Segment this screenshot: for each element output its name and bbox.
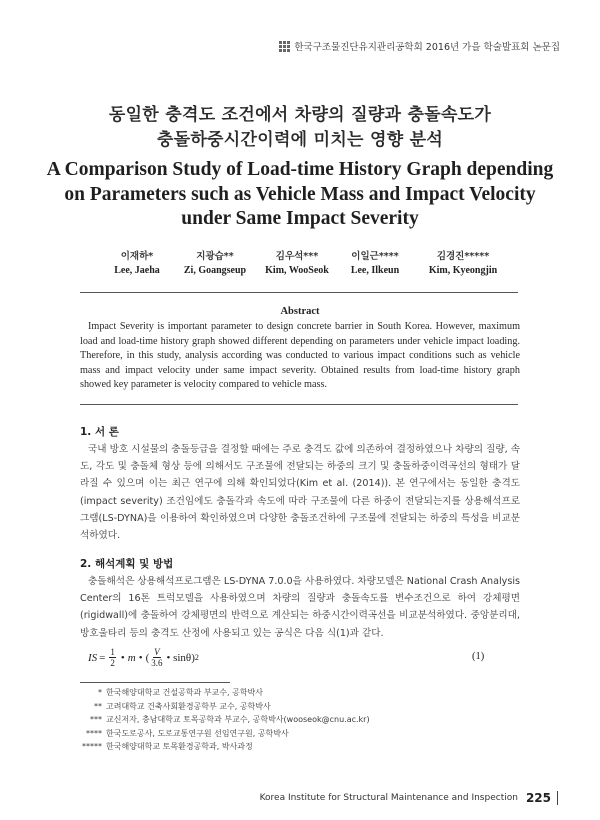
author-name-ko: 이일근**** bbox=[351, 251, 399, 262]
eq-equals: = bbox=[99, 651, 106, 664]
footnote-text: 한국도로공사, 도로교통연구원 선임연구원, 공학박사 bbox=[106, 728, 289, 738]
author-name-ko: 김경진***** bbox=[436, 251, 490, 262]
author-name-en: Kim, Kyeongjin bbox=[428, 265, 498, 276]
author-name-ko: 지광습** bbox=[196, 251, 234, 262]
author-name-en: Lee, Jaeha bbox=[114, 265, 160, 276]
eq-mass: m bbox=[127, 651, 136, 664]
eq-v-num: V bbox=[154, 647, 160, 657]
author-name-ko: 김우석*** bbox=[275, 251, 319, 262]
eq-half-num: 1 bbox=[110, 647, 115, 657]
eq-lhs: IS bbox=[88, 651, 98, 664]
divider bbox=[80, 404, 518, 405]
eq-dot: • bbox=[120, 651, 125, 664]
eq-velocity-fraction bbox=[151, 647, 162, 668]
footnote-mark: **** bbox=[86, 728, 102, 738]
footnote-text: 한국해양대학교 건설공학과 부교수, 공학박사 bbox=[106, 688, 264, 698]
section-paragraph: 충돌해석은 상용해석프로그램은 LS-DYNA 7.0.0을 사용하였다. 차량모델은 National Crash Analysis Center의 16톤 트럭모델을 사용하였으며 차량의 질량과 충돌속도를 변수조건으로 하여 강체평면(rigidwall)에 충돌하여 강체평면의 반력으로 계산되는 하중시간이력곡선을 비교분석하였다. 중앙분리대, 방호울타리 등의 충격도 산정에 사용되고 있는 공식은 다음 식(1)과 같다. bbox=[80, 576, 521, 639]
divider bbox=[80, 292, 518, 293]
page-number: 225 bbox=[525, 791, 551, 805]
running-header bbox=[279, 39, 560, 53]
abstract-text: Impact Severity is important parameter to design concrete barrier in South Korea. However, maximum load and load-time history graph showed different depending on parameters under vehicle impact loading. Therefore, in this study, analysis according was conducted to various impact conditions such as vehicle mass and impact velocity under same impact severity. Obtained results from load-time history graph showed key parameter is velocity compared to vehicle mass. bbox=[80, 321, 520, 390]
footnote-mark: * bbox=[98, 688, 102, 698]
eq-half-fraction bbox=[109, 647, 116, 668]
abstract-title: Abstract bbox=[280, 306, 320, 317]
eq-dot: • bbox=[138, 651, 143, 664]
author-name-en: Lee, Ilkeun bbox=[350, 265, 400, 276]
korean-title-line: 동일한 충격도 조건에서 차량의 질량과 충돌속도가 bbox=[108, 105, 492, 125]
footnote-mark: *** bbox=[90, 715, 102, 725]
eq-half-den: 2 bbox=[110, 658, 115, 668]
footnote bbox=[80, 700, 370, 714]
conference-name: 한국구조물진단유지관리공학회 2016년 가을 학술발표회 논문집 bbox=[294, 42, 560, 53]
eq-sin: • sinθ) bbox=[166, 651, 195, 664]
english-title-line: A Comparison Study of Load-time History Graph depending bbox=[46, 159, 554, 180]
author-name-en: Zi, Goangseup bbox=[183, 265, 247, 276]
footnote-text: 한국해양대학교 토목환경공학과, 박사과정 bbox=[106, 742, 253, 752]
english-title bbox=[0, 158, 600, 232]
header-grid-icon bbox=[279, 41, 290, 52]
equation-number: (1) bbox=[472, 651, 485, 662]
footnote-mark: ***** bbox=[82, 742, 102, 752]
footer-organization: Korea Institute for Structural Maintenance and Inspection bbox=[259, 793, 518, 803]
author bbox=[408, 248, 518, 276]
equation bbox=[88, 647, 199, 668]
korean-title bbox=[0, 103, 600, 153]
korean-title-line: 충돌하중시간이력에 미치는 영향 분석 bbox=[156, 130, 444, 150]
footnote-mark: ** bbox=[94, 701, 102, 711]
footer-bar bbox=[557, 791, 558, 805]
eq-v-den: 3.6 bbox=[151, 658, 163, 668]
eq-exponent: 2 bbox=[194, 653, 199, 662]
footnote-text: 고려대학교 건축사회환경공학부 교수, 공학박사 bbox=[106, 701, 271, 711]
page-footer bbox=[260, 791, 558, 805]
author-name-en: Kim, WooSeok bbox=[265, 265, 329, 276]
footnote bbox=[80, 713, 370, 727]
footnote bbox=[80, 740, 370, 754]
footnotes bbox=[80, 686, 370, 754]
section-heading: 1. 서 론 bbox=[80, 426, 119, 438]
footnote-text: 교신저자, 충남대학교 토목공학과 부교수, 공학박사(wooseok@cnu.ac.kr) bbox=[106, 715, 370, 725]
section-paragraph: 국내 방호 시설물의 충돌등급을 결정할 때에는 주로 충격도 값에 의존하여 결정하였으나 차량의 질량, 속도, 각도 및 충돌체 형상 등에 의해서도 구조물에 전달되는 하중의 크기 및 충돌하중이력곡선의 형태가 달라질 수 있으며 이는 최근 연구에 의해 확인되었다(Kim et al. (2014)). 본 연구에서는 동일한 충격도(impact severity) 조건임에도 충돌각과 속도에 따라 구조물에 다른 하중이 전달되는지를 상용해석프로그램(LS-DYNA)을 이용하여 확인하였으며 다양한 충돌조건하에 구조물에 전달되는 하중의 특성을 비교분석하였다. bbox=[80, 444, 520, 542]
footnote-divider bbox=[80, 682, 230, 683]
english-title-line: under Same Impact Severity bbox=[181, 208, 419, 229]
footnote bbox=[80, 686, 370, 700]
author-name-ko: 이재하* bbox=[120, 251, 154, 262]
footnote bbox=[80, 727, 370, 741]
english-title-line: on Parameters such as Vehicle Mass and Impact Velocity bbox=[64, 183, 536, 205]
eq-lparen: ( bbox=[145, 651, 150, 664]
section-heading: 2. 해석계획 및 방법 bbox=[80, 558, 174, 570]
